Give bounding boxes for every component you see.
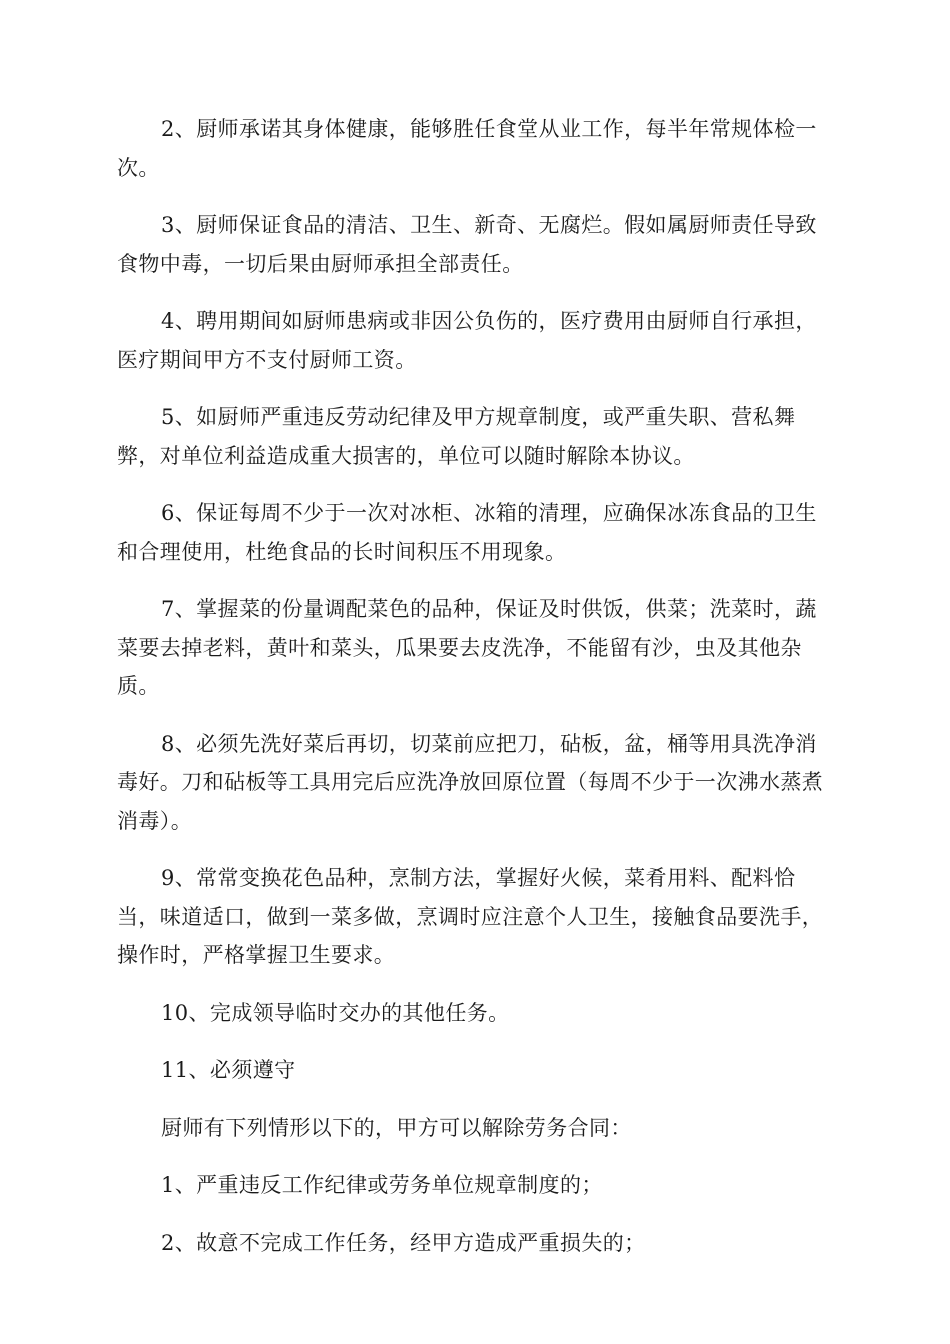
paragraph-2: 2、厨师承诺其身体健康，能够胜任食堂从业工作，每半年常规体检一次。 bbox=[117, 117, 817, 180]
paragraph-4: 4、聘用期间如厨师患病或非因公负伤的，医疗费用由厨师自行承担，医疗期间甲方不支付厨师工资。 bbox=[117, 309, 817, 372]
paragraph-11: 11、必须遵守 bbox=[161, 1058, 296, 1082]
termination-item-1: 1、严重违反工作纪律或劳务单位规章制度的； bbox=[161, 1173, 603, 1197]
paragraph-8: 8、必须先洗好菜后再切，切菜前应把刀，砧板，盆，桶等用具洗净消毒好。刀和砧板等工具用完后应洗净放回原位置（每周不少于一次沸水蒸煮消毒）。 bbox=[117, 731, 824, 833]
termination-intro: 厨师有下列情形以下的，甲方可以解除劳务合同： bbox=[161, 1115, 632, 1140]
termination-item-2: 2、故意不完成工作任务，经甲方造成严重损失的； bbox=[161, 1230, 646, 1255]
document-body bbox=[117, 110, 833, 1281]
paragraph-9: 9、常常变换花色品种，烹制方法，掌握好火候，菜肴用料、配料恰当，味道适口，做到一菜多做，烹调时应注意个人卫生，接触食品要洗手，操作时，严格掌握卫生要求。 bbox=[117, 866, 824, 967]
paragraph-3: 3、厨师保证食品的清洁、卫生、新奇、无腐烂。假如属厨师责任导致食物中毒，一切后果由厨师承担全部责任。 bbox=[117, 213, 817, 276]
paragraph-7: 7、掌握菜的份量调配菜色的品种，保证及时供饭，供菜；洗菜时，蔬菜要去掉老料，黄叶和菜头，瓜果要去皮洗净，不能留有沙，虫及其他杂质。 bbox=[117, 597, 817, 698]
paragraph-5: 5、如厨师严重违反劳动纪律及甲方规章制度，或严重失职、营私舞弊，对单位利益造成重大损害的，单位可以随时解除本协议。 bbox=[117, 405, 796, 468]
paragraph-6: 6、保证每周不少于一次对冰柜、冰箱的清理，应确保冰冻食品的卫生和合理使用，杜绝食品的长时间积压不用现象。 bbox=[117, 501, 817, 564]
paragraph-10: 10、完成领导临时交办的其他任务。 bbox=[161, 1000, 510, 1025]
